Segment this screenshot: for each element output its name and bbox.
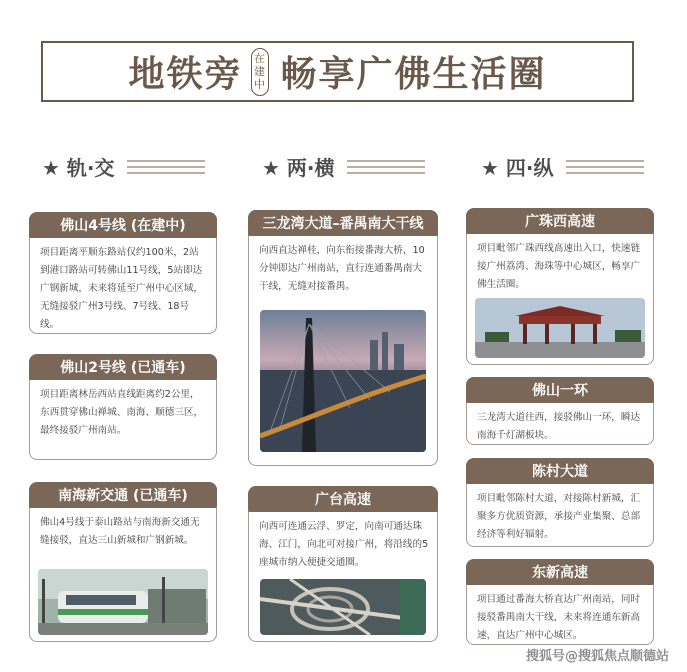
heading-vertical [481,152,644,181]
card-sanlong [248,210,438,466]
card-chencun [466,458,654,547]
card-title: 东新高速 [466,559,654,585]
heading-divider [566,160,644,174]
page-title [41,41,634,102]
card-title: 佛山一环 [466,377,654,403]
card-guangtai [248,486,438,642]
card-body: 三龙湾大道往西，接驳佛山一环，瞬达南海千灯湖板块。 [477,412,641,441]
title-left: 地铁旁 [128,54,243,95]
interchange-photo [260,579,426,635]
card-body: 项目毗邻广珠西线高速出入口，快速链接广州荔湾、海珠等中心城区，畅享广佛生活圈。 [477,243,641,290]
card-title: 佛山2号线 (已通车) [29,354,217,380]
card-body: 向西直达禅桂，向东衔接番海大桥，10分钟即达广州南站，直行连通番禺南大干线，无缝对接番禺。 [259,245,425,292]
heading-vertical-text: ★ 四·纵 [481,156,554,180]
card-title: 佛山4号线 (在建中) [29,212,217,238]
badge-char: 在 [254,52,265,65]
watermark: 搜狐号@搜狐焦点顺德站 [525,649,669,664]
card-body: 项目距离林岳西站直线距离约2公里，东西贯穿佛山禅城、南海、顺德三区，最终接驳广州南站。 [40,389,204,436]
card-line2 [29,354,217,460]
card-dongxin [466,559,654,645]
title-right: 畅享广佛生活圈 [280,54,547,95]
tram-photo [38,569,208,635]
card-title: 三龙湾大道–番禺南大干线 [248,210,438,236]
card-body: 项目通过番海大桥直达广州南站，同时接驳番禺南大干线，未来将连通东新高速，直达广州中心城区。 [477,594,641,641]
heading-horizontal [262,152,425,181]
toll-gate-photo [475,298,645,358]
card-body: 项目距离平顺东路站仅约100米，2站到港口路站可转佛山11号线，5站即达广钢新城，未来将延至广州中心区域，无缝接驳广州3号线、7号线、18号线。 [40,247,204,330]
card-body: 项目毗邻陈村大道，对接陈村新城，汇聚多方优质资源，承接产业集聚、总部经济等利好辐射。 [477,493,641,540]
heading-horizontal-text: ★ 两·横 [262,156,335,180]
bridge-image [260,310,426,452]
card-foshan1 [466,377,654,445]
card-title: 陈村大道 [466,458,654,484]
badge-char: 建 [254,65,265,78]
card-body: 向西可连通云浮、罗定，向南可通达珠海、江门，向北可对接广州，将沿线的5座城市纳入便捷交通圈。 [259,521,429,568]
card-body: 佛山4号线于泰山路站与南海新交通无缝接驳，直达三山新城和广钢新城。 [40,517,200,546]
heading-rail [42,152,205,181]
card-title: 广珠西高速 [466,208,654,234]
card-guangzhuxi [466,208,654,365]
bridge-photo [260,310,426,452]
tram-image [38,569,208,635]
heading-rail-text: ★ 轨·交 [42,156,115,180]
card-line4 [29,212,217,334]
interchange-image [260,579,426,635]
card-nanhai [29,482,217,642]
heading-divider [127,160,205,174]
heading-divider [347,160,425,174]
under-construction-badge [251,48,269,96]
card-title: 广台高速 [248,486,438,512]
card-title: 南海新交通 (已通车) [29,482,217,508]
toll-gate-image [475,298,645,358]
badge-char: 中 [254,78,265,91]
